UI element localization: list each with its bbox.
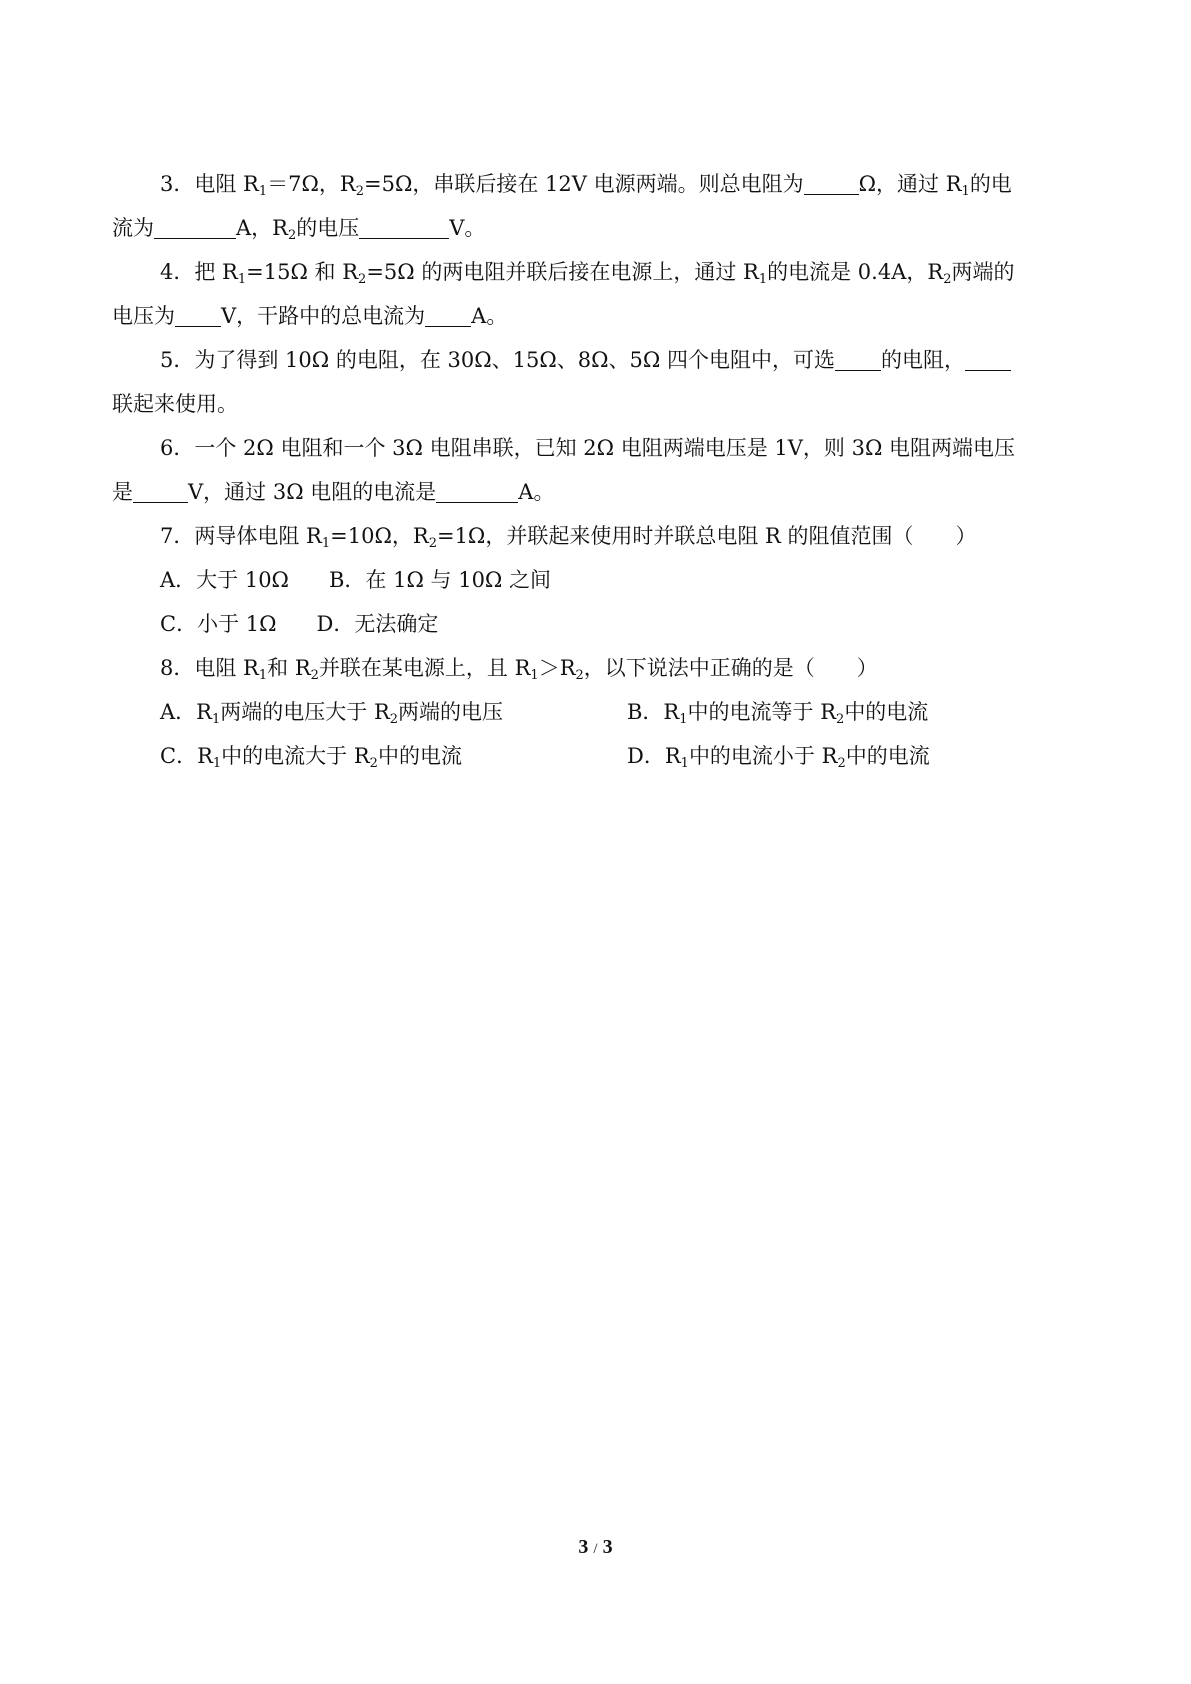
- q6-text: 6．一个 2Ω 电阻和一个 3Ω 电阻串联，已知 2Ω 电阻两端电压是 1V，则 3Ω 电阻两端电压: [160, 436, 1016, 460]
- q3-text: 3．电阻 R: [160, 172, 259, 196]
- subscript: 2: [837, 756, 846, 771]
- q4-text: 两端的: [951, 260, 1015, 284]
- q6-text: A。: [518, 480, 555, 504]
- page-separator: /: [593, 1541, 598, 1557]
- subscript: 1: [530, 668, 539, 683]
- q4-text: =5Ω 的两电阻并联后接在电源上，通过 R: [366, 260, 759, 284]
- question-5-line-2: [112, 382, 1102, 426]
- q6-text: 是: [112, 480, 133, 504]
- q8-text: 并联在某电源上，且 R: [318, 656, 531, 680]
- page-number: [0, 1536, 1191, 1559]
- q8-text: ＞R: [538, 656, 576, 680]
- question-7-stem: [112, 514, 1102, 558]
- answer-blank[interactable]: [835, 346, 881, 371]
- option-text: 两端的电压大于 R: [220, 700, 390, 724]
- option-text: 中的电流: [844, 700, 929, 724]
- total-pages: 3: [602, 1536, 613, 1558]
- option-b[interactable]: [627, 690, 928, 734]
- option-text: C．R: [160, 744, 213, 768]
- subscript: 1: [211, 712, 221, 727]
- q4-text: A。: [471, 304, 508, 328]
- question-3-line-2: [112, 206, 1102, 250]
- q3-text: 的电: [969, 172, 1012, 196]
- q4-text: 4．把 R: [160, 260, 238, 284]
- q3-text: A，R: [236, 216, 288, 240]
- q5-text: 5．为了得到 10Ω 的电阻，在 30Ω、15Ω、8Ω、5Ω 四个电阻中，可选: [160, 348, 836, 372]
- option-text: A．R: [160, 700, 212, 724]
- option-b[interactable]: B．在 1Ω 与 10Ω 之间: [328, 568, 552, 592]
- q3-text: 流为: [112, 216, 154, 240]
- option-text: 两端的电压: [398, 700, 504, 724]
- option-c[interactable]: C．小于 1Ω: [160, 612, 277, 636]
- q3-text: =5Ω，串联后接在 12V 电源两端。则总电阻为: [364, 172, 804, 196]
- q5-text: 联起来使用。: [112, 392, 238, 416]
- q4-text: V，干路中的总电流为: [221, 304, 426, 328]
- q5-text: 的电阻，: [881, 348, 966, 372]
- answer-blank[interactable]: [425, 302, 471, 327]
- question-6-line-2: [112, 470, 1102, 514]
- subscript: 1: [679, 712, 688, 727]
- q7-text: =1Ω，并联起来使用时并联总电阻 R 的阻值范围（ ）: [436, 524, 977, 548]
- answer-blank[interactable]: [154, 214, 236, 239]
- q4-text: 的电流是 0.4A，R: [767, 260, 944, 284]
- question-6-line-1: [112, 426, 1102, 470]
- option-text: D．R: [627, 744, 681, 768]
- q8-text: ，以下说法中正确的是（ ）: [583, 656, 878, 680]
- subscript: 1: [758, 272, 768, 287]
- subscript: 2: [358, 272, 367, 287]
- answer-blank[interactable]: [133, 478, 188, 503]
- q3-text: ＝7Ω，R: [267, 172, 356, 196]
- q4-text: =15Ω 和 R: [246, 260, 359, 284]
- subscript: 2: [389, 712, 399, 727]
- option-a[interactable]: A．大于 10Ω: [160, 568, 289, 592]
- answer-blank[interactable]: [436, 478, 518, 503]
- current-page: 3: [578, 1536, 589, 1558]
- option-d[interactable]: D．无法确定: [316, 612, 439, 636]
- subscript: 2: [287, 228, 297, 243]
- answer-blank[interactable]: [359, 214, 449, 239]
- q3-text: Ω，通过 R: [858, 172, 962, 196]
- question-7-options-row-2: [112, 602, 1102, 646]
- subscript: 2: [310, 668, 319, 683]
- q7-text: 7．两导体电阻 R: [160, 524, 322, 548]
- question-4-line-1: [112, 250, 1102, 294]
- subscript: 1: [258, 184, 268, 199]
- option-text: 中的电流等于 R: [687, 700, 837, 724]
- subscript: 1: [212, 756, 222, 771]
- subscript: 2: [943, 272, 952, 287]
- subscript: 1: [321, 536, 331, 551]
- option-text: 中的电流大于 R: [221, 744, 370, 768]
- subscript: 1: [961, 184, 970, 199]
- worksheet-content: [112, 162, 1102, 778]
- q8-text: 8．电阻 R: [160, 656, 259, 680]
- answer-blank[interactable]: [175, 302, 221, 327]
- option-text: 中的电流小于 R: [688, 744, 838, 768]
- q3-text: V。: [449, 216, 486, 240]
- option-c[interactable]: [160, 734, 627, 778]
- question-8-options-row-1: [112, 690, 1102, 734]
- subscript: 2: [369, 756, 378, 771]
- answer-blank[interactable]: [804, 170, 859, 195]
- subscript: 2: [355, 184, 365, 199]
- q3-text: 的电压: [296, 216, 360, 240]
- q8-text: 和 R: [267, 656, 311, 680]
- question-5-line-1: [112, 338, 1102, 382]
- question-4-line-2: [112, 294, 1102, 338]
- option-text: B．R: [627, 700, 680, 724]
- question-8-options-row-2: [112, 734, 1102, 778]
- question-3-line-1: [112, 162, 1102, 206]
- q6-text: V，通过 3Ω 电阻的电流是: [188, 480, 437, 504]
- subscript: 1: [680, 756, 689, 771]
- subscript: 1: [237, 272, 247, 287]
- q7-text: =10Ω，R: [330, 524, 429, 548]
- question-8-stem: [112, 646, 1102, 690]
- question-7-options-row-1: [112, 558, 1102, 602]
- subscript: 1: [258, 668, 268, 683]
- answer-blank[interactable]: [965, 346, 1011, 371]
- subscript: 2: [428, 536, 437, 551]
- option-text: 中的电流: [845, 744, 930, 768]
- subscript: 2: [575, 668, 584, 683]
- option-text: 中的电流: [377, 744, 462, 768]
- option-d[interactable]: [627, 734, 930, 778]
- q4-text: 电压为: [112, 304, 175, 328]
- subscript: 2: [836, 712, 845, 727]
- option-a[interactable]: [160, 690, 627, 734]
